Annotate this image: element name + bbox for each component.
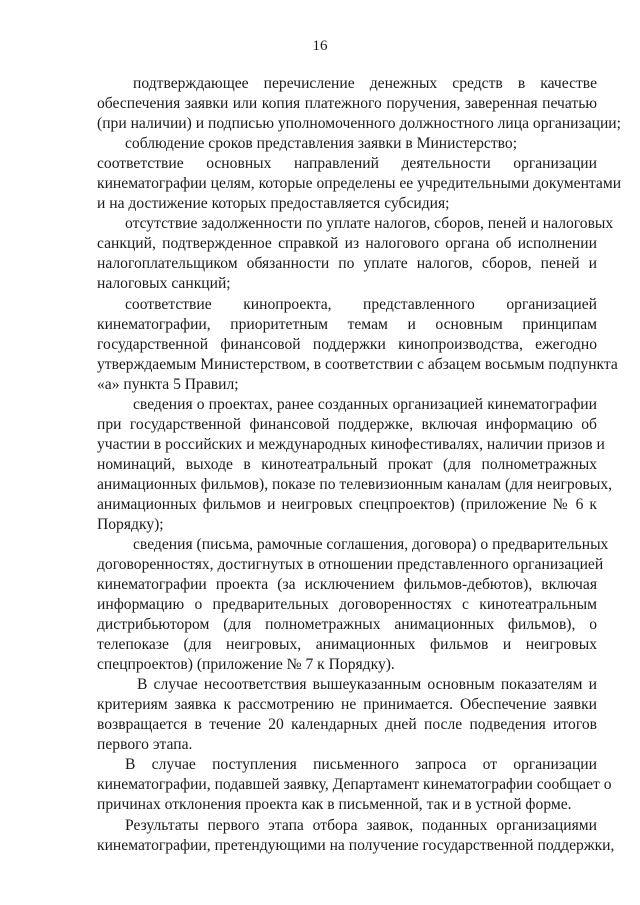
text-line: при государственной финансовой поддержке, включая информацию об — [97, 416, 597, 433]
text-line: номинаций, выходе в кинотеатральный прокат (для полнометражных — [97, 456, 597, 473]
text-line: договоренностях, достигнутых в отношении представленного организацией — [97, 556, 604, 573]
text-line: критериям заявка к рассмотрению не принимается. Обеспечение заявки — [97, 696, 597, 713]
text-line: дистрибьютором (для полнометражных анимационных фильмов), о — [97, 616, 597, 633]
text-line: анимационных фильмов), показе по телевизионным каналам (для неигровых, — [97, 476, 613, 493]
text-line: спецпроектов) (приложение № 7 к Порядку). — [97, 656, 395, 673]
text-line: сведения (письма, рамочные соглашения, договора) о предварительных — [133, 536, 609, 553]
text-line: соблюдение сроков представления заявки в Министерство; — [125, 135, 518, 152]
text-line: первого этапа. — [97, 736, 193, 753]
text-line: соответствие основных направлений деятельности организации — [97, 155, 597, 172]
text-line: государственной финансовой поддержки кинопроизводства, ежегодно — [97, 336, 597, 353]
text-line: налоговых санкций; — [97, 275, 231, 292]
text-line: «а» пункта 5 Правил; — [97, 376, 239, 393]
text-line: обеспечения заявки или копия платежного поручения, заверенная печатью — [97, 95, 597, 112]
text-line: налогоплательщиком обязанности по уплате налогов, сборов, пеней и — [97, 255, 597, 272]
text-line: В случае несоответствия вышеуказанным основным показателям и — [137, 676, 597, 693]
text-line: анимационных фильмов и неигровых спецпроектов) (приложение № 6 к — [97, 496, 597, 513]
text-line: кинематографии, приоритетным темам и основным принципам — [97, 316, 597, 333]
text-line: информацию о предварительных договоренностях с кинотеатральным — [97, 596, 597, 613]
text-line: возвращается в течение 20 календарных дней после подведения итогов — [97, 716, 597, 733]
text-line: Порядку); — [97, 516, 164, 533]
text-line: и на достижение которых предоставляется субсидия; — [97, 195, 450, 212]
text-line: кинематографии, подавшей заявку, Департамент кинематографии сообщает о — [97, 776, 612, 793]
text-line: санкций, подтвержденное справкой из налогового органа об исполнении — [97, 235, 597, 252]
text-line: кинематографии проекта (за исключением фильмов-дебютов), включая — [97, 576, 597, 593]
text-line: сведения о проектах, ранее созданных организацией кинематографии — [133, 396, 597, 413]
text-line: отсутствие задолженности по уплате налогов, сборов, пеней и налоговых — [125, 215, 614, 232]
text-line: Результаты первого этапа отбора заявок, поданных организациями — [125, 817, 597, 834]
text-line: причинах отклонения проекта как в письменной, так и в устной форме. — [97, 796, 572, 813]
page-number: 16 — [312, 38, 328, 54]
text-line: участии в российских и международных кинофестивалях, наличии призов и — [97, 436, 605, 453]
text-line: кинематографии, претендующими на получение государственной поддержки, — [97, 837, 615, 854]
text-line: подтверждающее перечисление денежных средств в качестве — [133, 75, 597, 92]
text-line: кинематографии целям, которые определены ее учредительными документами — [97, 175, 622, 192]
text-line: соответствие кинопроекта, представленного организацией — [125, 296, 597, 313]
text-line: (при наличии) и подписью уполномоченного должностного лица организации; — [97, 115, 621, 132]
text-line: утверждаемым Министерством, в соответствии с абзацем восьмым подпункта — [97, 356, 618, 373]
text-line: В случае поступления письменного запроса от организации — [125, 756, 597, 773]
text-line: телепоказе (для неигровых, анимационных фильмов и неигровых — [97, 636, 597, 653]
